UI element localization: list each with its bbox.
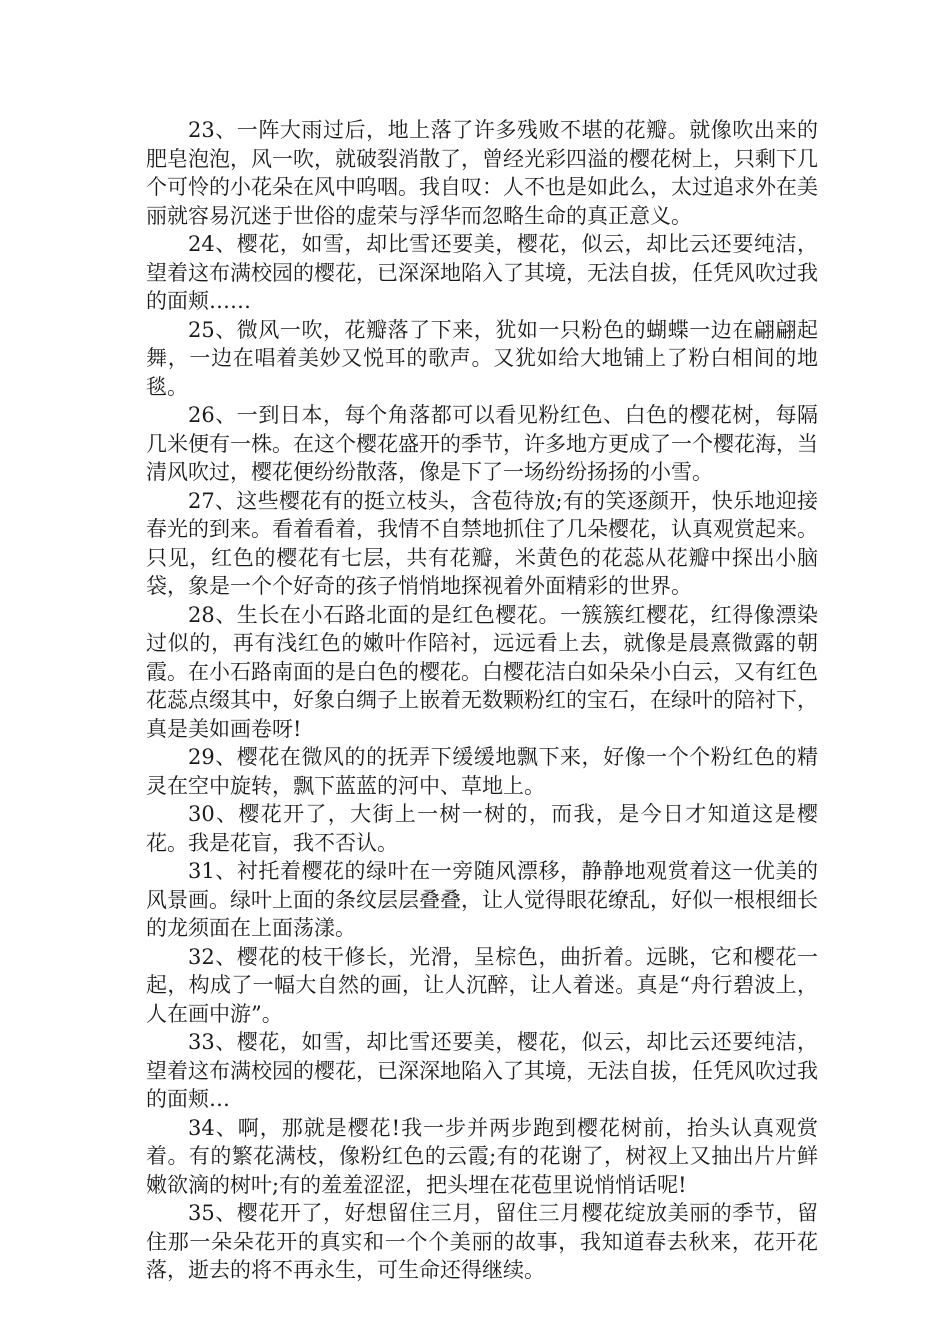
paragraph-35: 35、樱花开了，好想留住三月，留住三月樱花绽放美丽的季节，留住那一朵朵花开的真实和一个个美丽的故事，我知道春去秋来，花开花落，逝去的将不再永生，可生命还得继续。 — [146, 1201, 818, 1282]
paragraph-31: 31、衬托着樱花的绿叶在一旁随风漂移，静静地观赏着这一优美的风景画。绿叶上面的条纹层层叠叠，让人觉得眼花缭乱，好似一根根细长的龙须面在上面荡漾。 — [146, 859, 818, 940]
paragraph-29: 29、樱花在微风的的抚弄下缓缓地飘下来，好像一个个粉红色的精灵在空中旋转，飘下蓝蓝的河中、草地上。 — [146, 745, 818, 798]
paragraph-25: 25、微风一吹，花瓣落了下来，犹如一只粉色的蝴蝶一边在翩翩起舞，一边在唱着美妙又悦耳的歌声。又犹如给大地铺上了粉白相间的地毯。 — [146, 317, 818, 399]
paragraph-26: 26、一到日本，每个角落都可以看见粉红色、白色的樱花树，每隔几米便有一株。在这个樱花盛开的季节，许多地方更成了一个樱花海，当清风吹过，樱花便纷纷散落，像是下了一场纷纷扬扬的小雪。 — [146, 403, 818, 484]
paragraph-32: 32、樱花的枝干修长，光滑，呈棕色，曲折着。远眺，它和樱花一起，构成了一幅大自然的画，让人沉醉，让人着迷。真是“舟行碧波上，人在画中游”。 — [146, 944, 818, 1026]
document-body — [146, 116, 818, 1285]
paragraph-23: 23、一阵大雨过后，地上落了许多残败不堪的花瓣。就像吹出来的肥皂泡泡，风一吹，就破裂消散了，曾经光彩四溢的樱花树上，只剩下几个可怜的小花朵在风中呜咽。我自叹：人不也是如此么，太过追求外在美丽就容易沉迷于世俗的虚荣与浮华而忽略生命的真正意义。 — [146, 118, 818, 228]
paragraph-33: 33、樱花，如雪，却比雪还要美，樱花，似云，却比云还要纯洁，望着这布满校园的樱花，已深深地陷入了其境，无法自拔，任凭风吹过我的面颊… — [146, 1030, 818, 1111]
paragraph-24: 24、樱花，如雪，却比雪还要美，樱花，似云，却比云还要纯洁，望着这布满校园的樱花，已深深地陷入了其境，无法自拔，任凭风吹过我的面颊…… — [146, 232, 818, 313]
paragraph-34: 34、啊，那就是樱花!我一步并两步跑到樱花树前，抬头认真观赏着。有的繁花满枝，像粉红色的云霞;有的花谢了，树衩上又抽出片片鲜嫩欲滴的树叶;有的羞羞涩涩，把头埋在花苞里说悄悄话呢! — [146, 1115, 818, 1197]
paragraph-27: 27、这些樱花有的挺立枝头，含苞待放;有的笑逐颜开，快乐地迎接春光的到来。看着看着，我情不自禁地抓住了几朵樱花，认真观赏起来。只见，红色的樱花有七层，共有花瓣，米黄色的花蕊从花瓣中探出小脑袋，象是一个个好奇的孩子悄悄地探视着外面精彩的世界。 — [146, 488, 818, 598]
paragraph-28: 28、生长在小石路北面的是红色樱花。一簇簇红樱花，红得像漂染过似的，再有浅红色的嫩叶作陪衬，远远看上去，就像是晨熹微露的朝霞。在小石路南面的是白色的樱花。白樱花洁白如朵朵小白云，又有红色花蕊点缀其中，好象白绸子上嵌着无数颗粉红的宝石，在绿叶的陪衬下，真是美如画卷呀! — [146, 602, 818, 741]
paragraph-30: 30、樱花开了，大街上一树一树的，而我，是今日才知道这是樱花。我是花盲，我不否认。 — [146, 802, 818, 855]
